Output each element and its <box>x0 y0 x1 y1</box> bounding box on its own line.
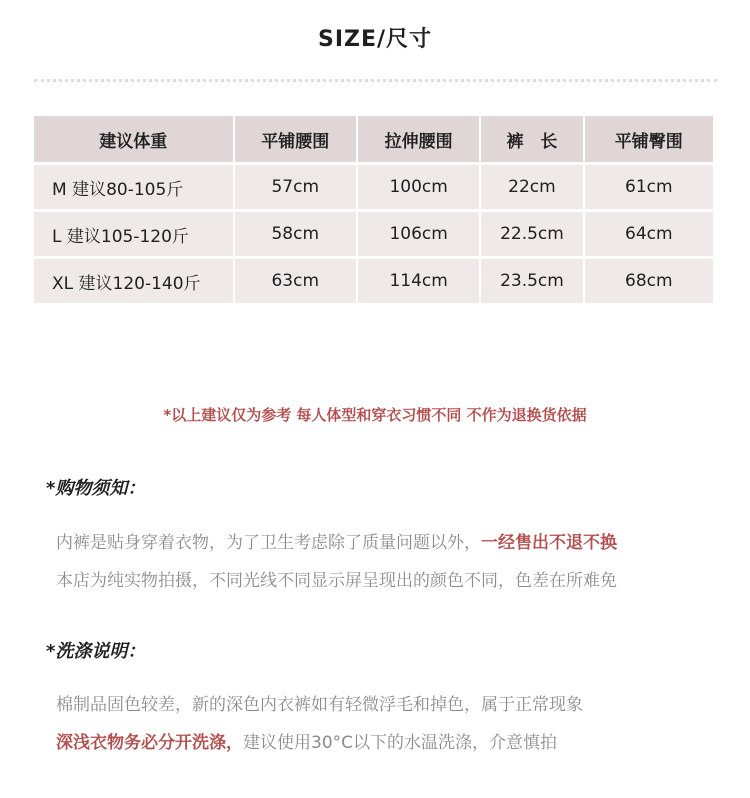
table-row <box>34 212 713 256</box>
dotted-divider <box>34 79 717 82</box>
table-cell: 106cm <box>358 212 479 256</box>
table-header-cell: 裤 长 <box>481 116 582 162</box>
table-cell: L 建议105-120斤 <box>34 212 233 256</box>
shopping-line1-text: 内裤是贴身穿着衣物，为了卫生考虑除了质量问题以外， <box>56 533 481 553</box>
shopping-notice-line <box>56 528 617 553</box>
washing-line2-text: 建议使用30°C以下的水温洗涤，介意慎拍 <box>243 733 558 753</box>
table-header-cell: 建议体重 <box>34 116 233 162</box>
table-cell: 63cm <box>235 259 356 303</box>
table-header-cell: 平铺腰围 <box>235 116 356 162</box>
table-row <box>34 165 713 209</box>
table-cell: XL 建议120-140斤 <box>34 259 233 303</box>
table-cell: 23.5cm <box>481 259 582 303</box>
table-cell: 64cm <box>585 212 713 256</box>
washing-instructions-line: 棉制品固色较差，新的深色内衣裤如有轻微浮毛和掉色，属于正常现象 <box>56 695 583 715</box>
table-header-cell: 平铺臀围 <box>585 116 713 162</box>
table-cell: 100cm <box>358 165 479 209</box>
size-table <box>32 113 715 306</box>
shopping-notice-line: 本店为纯实物拍摄，不同光线不同显示屏呈现出的颜色不同，色差在所难免 <box>56 571 617 591</box>
table-cell: 58cm <box>235 212 356 256</box>
shopping-notice-heading: *购物须知： <box>46 478 146 499</box>
washing-instructions-line <box>56 728 557 753</box>
table-header-cell: 拉伸腰围 <box>358 116 479 162</box>
table-header-row <box>34 116 713 162</box>
table-row <box>34 259 713 303</box>
washing-instructions-heading: *洗涤说明： <box>46 641 146 662</box>
size-disclaimer: *以上建议仅为参考 每人体型和穿衣习惯不同 不作为退换货依据 <box>163 406 587 424</box>
table-cell: M 建议80-105斤 <box>34 165 233 209</box>
separate-wash-highlight: 深浅衣物务必分开洗涤， <box>56 733 243 753</box>
page-title: SIZE/尺寸 <box>317 27 433 52</box>
table-cell: 114cm <box>358 259 479 303</box>
table-cell: 22.5cm <box>481 212 582 256</box>
table-cell: 61cm <box>585 165 713 209</box>
table-cell: 57cm <box>235 165 356 209</box>
table-cell: 68cm <box>585 259 713 303</box>
table-cell: 22cm <box>481 165 582 209</box>
no-return-highlight: 一经售出不退不换 <box>481 533 617 553</box>
